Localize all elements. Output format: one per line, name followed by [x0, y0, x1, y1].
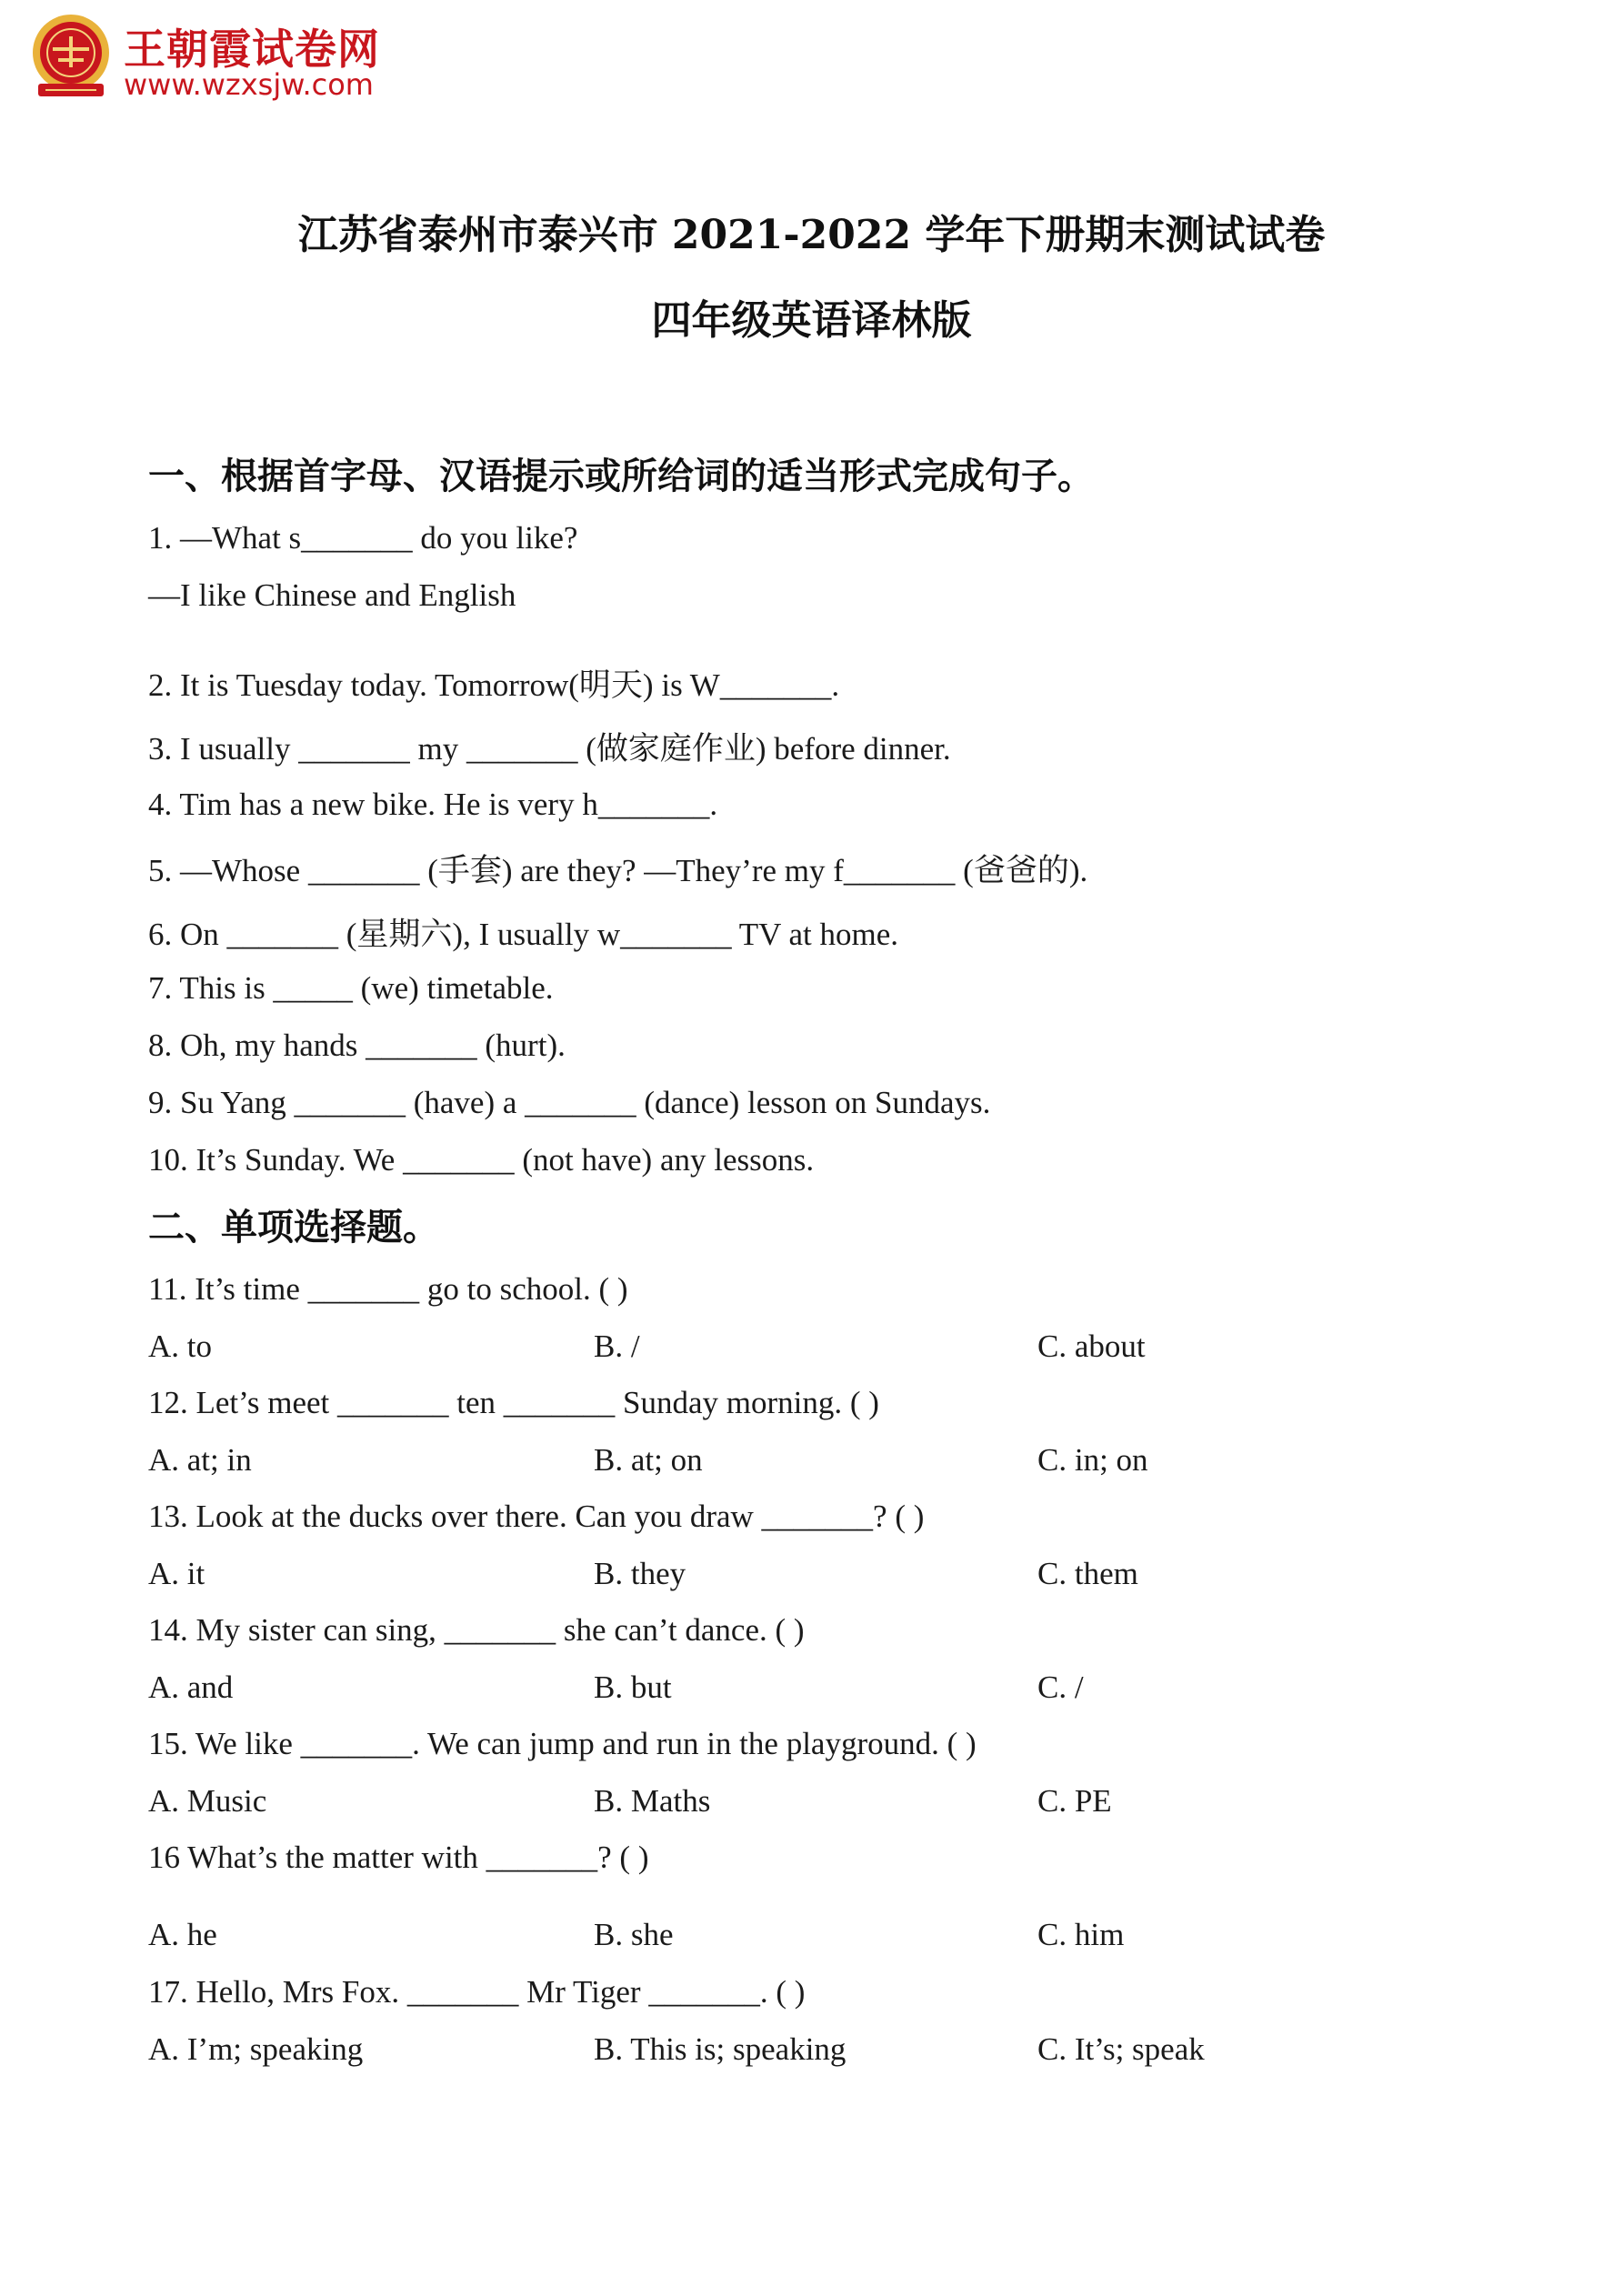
option-a: A. it: [148, 1556, 205, 1591]
question-line: 10. It’s Sunday. We _______ (not have) any lessons.: [148, 1142, 815, 1178]
question-line: —I like Chinese and English: [148, 577, 516, 613]
question-line: 9. Su Yang _______ (have) a _______ (dance) lesson on Sundays.: [148, 1085, 991, 1120]
option-b: B. This is; speaking: [594, 2031, 847, 2067]
logo-site-name: 王朝霞试卷网: [124, 25, 380, 74]
mc-question: 11. It’s time _______ go to school. ( ): [148, 1271, 628, 1307]
question-line: 4. Tim has a new bike. He is very h_______.: [148, 787, 718, 822]
option-a: A. Music: [148, 1783, 267, 1819]
mc-question: 13. Look at the ducks over there. Can you draw _______? ( ): [148, 1499, 925, 1534]
option-a: A. and: [148, 1669, 234, 1705]
option-b: B. but: [594, 1669, 672, 1705]
question-line: 3. I usually _______ my _______ (做家庭作业) before dinner.: [148, 731, 951, 767]
mc-question: 16 What’s the matter with _______? ( ): [148, 1840, 649, 1875]
option-b: B. Maths: [594, 1783, 711, 1819]
option-b: B. they: [594, 1556, 686, 1591]
option-b: B. she: [594, 1917, 674, 1952]
mc-question: 15. We like _______. We can jump and run in the playground. ( ): [148, 1726, 977, 1761]
option-c: C. him: [1037, 1917, 1125, 1952]
option-a: A. he: [148, 1917, 217, 1952]
question-line: 7. This is _____ (we) timetable.: [148, 970, 554, 1006]
logo-site-url[interactable]: www.wzxsjw.com: [124, 67, 374, 102]
option-b: B. at; on: [594, 1442, 703, 1478]
mc-question: 17. Hello, Mrs Fox. _______ Mr Tiger _______. ( ): [148, 1974, 806, 2010]
question-line: 8. Oh, my hands _______ (hurt).: [148, 1028, 566, 1063]
mc-question: 14. My sister can sing, _______ she can’t dance. ( ): [148, 1612, 805, 1648]
question-line: 5. —Whose _______ (手套) are they? —They’re my f_______ (爸爸的).: [148, 853, 1088, 888]
site-logo: [25, 11, 407, 102]
option-b: B. /: [594, 1328, 640, 1364]
question-line: 1. —What s_______ do you like?: [148, 520, 578, 556]
question-line: 6. On _______ (星期六), I usually w_______ TV at home.: [148, 917, 899, 952]
option-a: A. I’m; speaking: [148, 2031, 364, 2067]
page-subtitle: 四年级英语译林版: [651, 297, 972, 344]
option-a: A. at; in: [148, 1442, 252, 1478]
option-c: C. It’s; speak: [1037, 2031, 1205, 2067]
option-c: C. PE: [1037, 1783, 1112, 1819]
option-c: C. in; on: [1037, 1442, 1148, 1478]
option-c: C. them: [1037, 1556, 1138, 1591]
mc-question: 12. Let’s meet _______ ten _______ Sunday morning. ( ): [148, 1385, 879, 1420]
section-2-heading: 二、单项选择题。: [148, 1207, 439, 1248]
option-c: C. about: [1037, 1328, 1146, 1364]
page-title: 江苏省泰州市泰兴市 2021-2022 学年下册期末测试试卷: [297, 212, 1326, 258]
section-1-heading: 一、根据首字母、汉语提示或所给词的适当形式完成句子。: [148, 456, 1094, 497]
logo-emblem-icon: [25, 11, 116, 102]
option-c: C. /: [1037, 1669, 1084, 1705]
option-a: A. to: [148, 1328, 212, 1364]
question-line: 2. It is Tuesday today. Tomorrow(明天) is W_______.: [148, 667, 840, 703]
